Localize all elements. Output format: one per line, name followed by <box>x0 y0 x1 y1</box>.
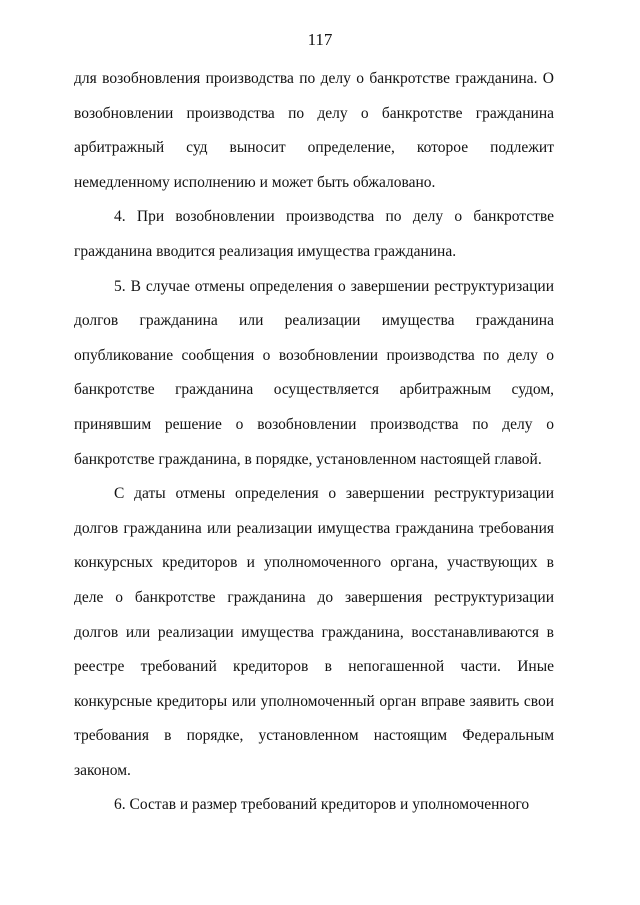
paragraph-item-5-continued: С даты отмены определения о завершении реструктуризации долгов гражданина или реализации имущества гражданина требования конкурсных кредиторов и уполномоченного органа, участвующих в деле о банкротстве гражданина до завершения реструктуризации долгов или реализации имущества гражданина, восстанавливаются в реестре требований кредиторов в непогашенной части. Иные конкурсные кредиторы или уполномоченный орган вправе заявить свои требования в порядке, установленном настоящим Федеральным законом. <box>74 485 554 779</box>
document-body <box>74 62 554 823</box>
page-number: 117 <box>307 30 333 49</box>
paragraph-item-6: 6. Состав и размер требований кредиторов и уполномоченного <box>114 796 530 814</box>
paragraph-item-5: 5. В случае отмены определения о завершении реструктуризации долгов гражданина или реализации имущества гражданина опубликование сообщения о возобновлении производства по делу о банкротстве гражданина осуществляется арбитражным судом, принявшим решение о возобновлении производства по делу о банкротстве гражданина, в порядке, установленном настоящей главой. <box>74 277 554 468</box>
paragraph-item-4: 4. При возобновлении производства по делу о банкротстве гражданина вводится реализация имущества гражданина. <box>74 208 554 260</box>
paragraph-continuation: для возобновления производства по делу о банкротстве гражданина. О возобновлении производства по делу о банкротстве гражданина арбитражный суд выносит определение, которое подлежит немедленному исполнению и может быть обжаловано. <box>74 70 554 191</box>
